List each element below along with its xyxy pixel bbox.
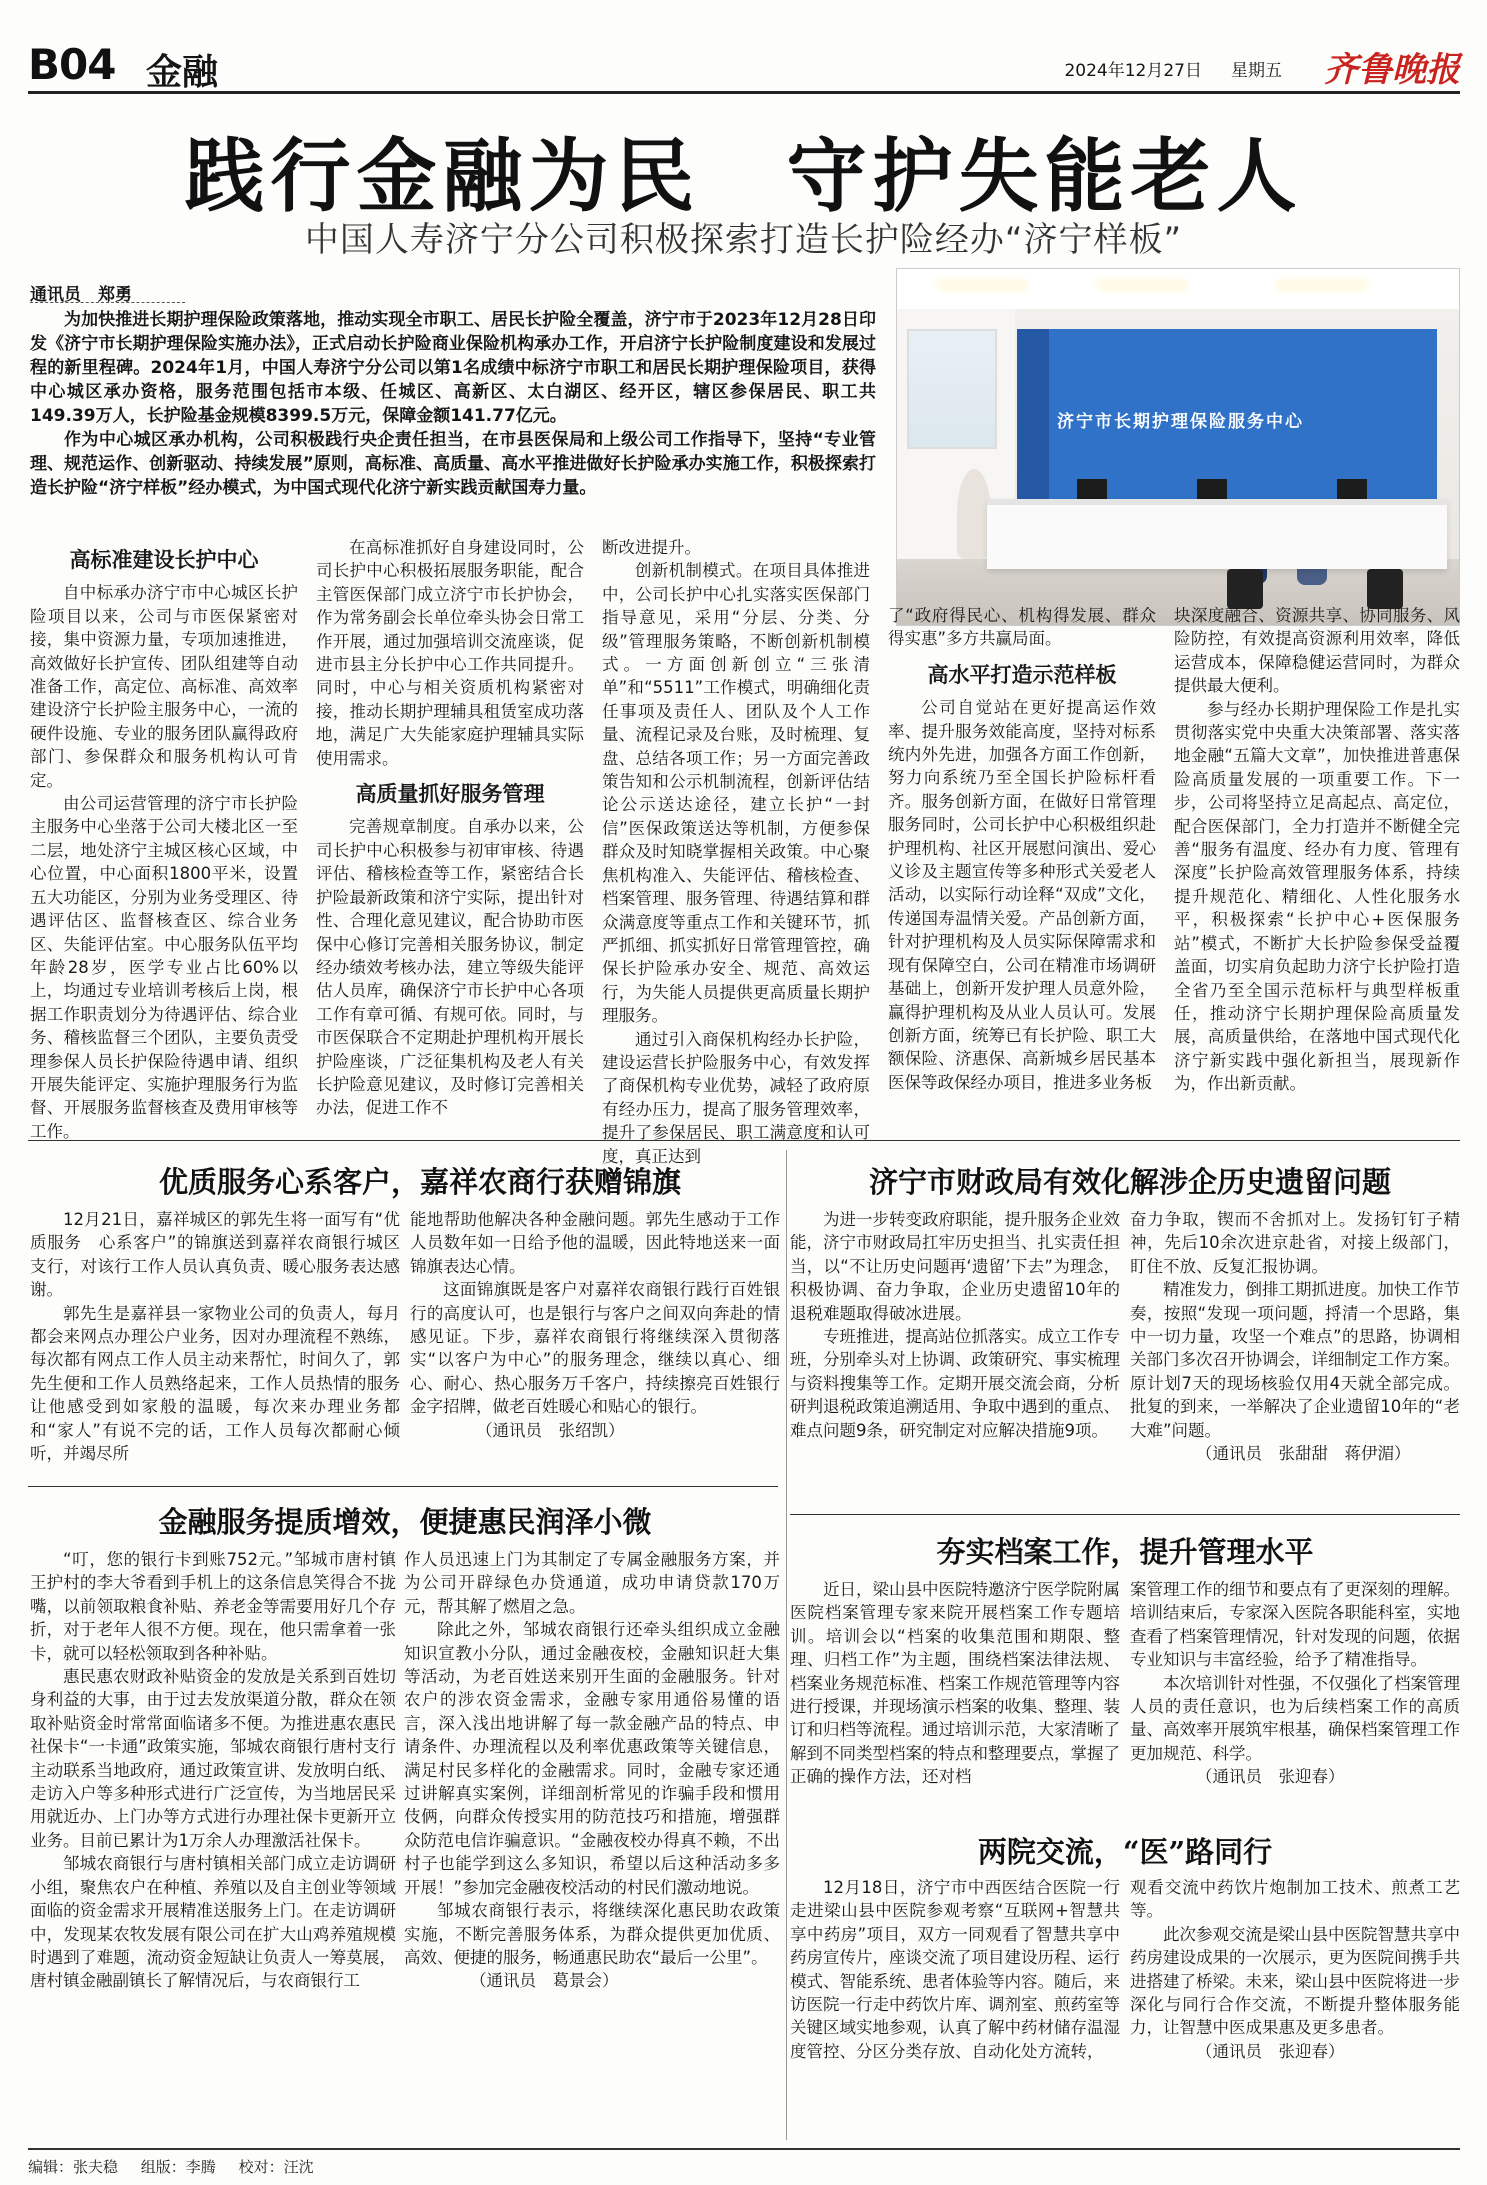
story-column	[790, 1876, 1120, 2063]
main-subheadline: 中国人寿济宁分公司积极探索打造长护险经办“济宁样板”	[304, 220, 1183, 260]
story-column	[404, 1548, 780, 1993]
article-paragraph: 了“政府得民心、机构得发展、群众得实惠”多方共赢局面。	[888, 606, 1156, 649]
photo-person	[957, 469, 991, 559]
article-paragraph: 作人员迅速上门为其制定了专属金融服务方案，并为公司开辟绿色办贷通道，成功申请贷款170万元，帮其解了燃眉之急。	[404, 1550, 780, 1616]
story-column	[1130, 1876, 1460, 2063]
article-paragraph: 能地帮助他解决各种金融问题。郭先生感动于工作人员数年如一日给予他的温暖，因此特地送来一面锦旗表达心情。	[410, 1210, 780, 1276]
photo-blue-wall	[1017, 329, 1437, 499]
article-paragraph: 为进一步转变政府职能，提升服务企业效能，济宁市财政局扛牢历史担当、扎实责任担当，以“不让历史问题再‘遗留’下去”为理念，积极协调、奋力争取，企业历史遗留10年的退税难题取得破冰进展。	[790, 1210, 1120, 1323]
photo-ceiling	[897, 269, 1459, 309]
article-paragraph: 在高标准抓好自身建设同时，公司长护中心积极拓展服务职能，配合主管医保部门成立济宁市长护协会，作为常务副会长单位牵头协会日常工作开展，通过加强培训交流座谈，促进市县主分长护中心工作共同提升。同时，中心与相关资质机构紧密对接，推动长期护理辅具租赁室成功落地，满足广大失能家庭护理辅具实际使用需求。	[316, 538, 584, 768]
section-divider	[28, 1486, 778, 1487]
wall-stripe	[1017, 329, 1049, 499]
main-story-column	[316, 536, 584, 1120]
article-paragraph: 精准发力，倒排工期抓进度。加快工作节奏，按照“发现一项问题，捋清一个思路，集中一切力量，攻坚一个难点”的思路，协调相关部门多次召开协调会，详细制定工作方案。原计划7天的现场核验仅用4天就全部完成。批复的到来，一举解决了企业遗留10年的“老大难”问题。	[1130, 1280, 1460, 1440]
story-column	[790, 1578, 1120, 1789]
article-paragraph: 近日，梁山县中医院特邀济宁医学院附属医院档案管理专家来院开展档案工作专题培训。培训会以“档案的收集范围和期限、整理、归档工作”为主题，围绕档案法律法规、档案业务规范标准、档案工作规范管理等内容进行授课，并现场演示档案的收集、整理、装订和归档等流程。通过培训示范，大家清晰了解到不同类型档案的特点和整理要点，掌握了正确的操作方法，还对档	[790, 1580, 1120, 1787]
column-subhead: 高质量抓好服务管理	[355, 781, 545, 807]
service-center-sign: 济宁市长期护理保险服务中心	[1057, 412, 1304, 432]
article-paragraph: 本次培训针对性强，不仅强化了档案管理人员的责任意识，也为后续档案工作的高质量、高效率开展筑牢根基，确保档案管理工作更加规范、科学。	[1130, 1673, 1460, 1763]
article-paragraph: 奋力争取，锲而不舍抓对上。发扬钉钉子精神，先后10余次进京赴省，对接上级部门，盯住不放、反复汇报协调。	[1130, 1210, 1460, 1276]
photo-monitor	[1077, 479, 1107, 501]
footer-layout: 组版：李腾	[140, 2158, 216, 2176]
newspaper-logo: 齐鲁晚报	[1324, 50, 1460, 90]
ceiling-light	[1277, 281, 1367, 289]
photo-chair	[1367, 569, 1403, 609]
article-paragraph: 断改进提升。	[602, 538, 701, 557]
story-column	[1130, 1208, 1460, 1465]
article-paragraph: 惠民惠农财政补贴资金的发放是关系到百姓切身利益的大事，由于过去发放渠道分散，群众在领取补贴资金时常常面临诸多不便。为推进惠农惠民社保卡“一卡通”政策实施，邹城农商银行唐村支行主动联系当地政府，通过政策宣讲、发放明白纸、走访入户等多种形式进行广泛宣传，为当地居民采用就近办、上门办等方式进行办理社保卡更新开立业务。目前已累计为1万余人办理激活社保卡。	[30, 1667, 396, 1850]
main-story-column	[888, 604, 1156, 1094]
ceiling-light	[937, 281, 1027, 289]
story-column	[30, 1548, 396, 1993]
article-paragraph: 观看交流中药饮片炮制加工技术、煎煮工艺等。	[1130, 1878, 1460, 1921]
ceiling-light	[1097, 281, 1187, 289]
story-title: 济宁市财政局有效化解涉企历史遗留问题	[868, 1165, 1391, 1199]
article-paragraph: 邹城农商银行与唐村镇相关部门成立走访调研小组，聚焦农户在种植、养殖以及自主创业等领域面临的资金需求开展精准送服务上门。在走访调研中，发现某农牧发展有限公司在扩大山鸡养殖规模时遇到了难题，流动资金短缺让负责人一筹莫展，唐村镇金融副镇长了解情况后，与农商银行工	[30, 1854, 396, 1991]
article-paragraph: 完善规章制度。自承办以来，公司长护中心积极参与初审审核、待遇评估、稽核检查等工作，紧密结合长护险最新政策和济宁实际，提出针对性、合理化意见建议，配合协助市医保中心修订完善相关服务协议，制定经办绩效考核办法，建立等级失能评估人员库，确保济宁市长护中心各项工作有章可循、有规可依。同时，与市医保联合不定期赴护理机构开展长护险座谈，广泛征集机构及老人有关长护险意见建议，及时修订完善相关办法，促进工作不	[316, 817, 584, 1118]
article-paragraph: 此次参观交流是梁山县中医院智慧共享中药房建设成果的一次展示，更为医院间携手共进搭建了桥梁。未来，梁山县中医院将进一步深化与同行合作交流，不断提升整体服务能力，让智慧中医成果惠及更多患者。	[1130, 1924, 1460, 2038]
publication-weekday: 星期五	[1231, 61, 1282, 81]
service-counter	[987, 499, 1447, 569]
article-paragraph: 案管理工作的细节和要点有了更深刻的理解。培训结束后，专家深入医院各职能科室，实地查看了档案管理情况，针对发现的问题，依据专业知识与丰富经验，给予了精准指导。	[1130, 1580, 1460, 1670]
publication-date: 2024年12月27日	[1064, 61, 1202, 81]
article-credit: （通讯员 张绍凯）	[476, 1420, 625, 1440]
main-story-column	[1174, 604, 1460, 1096]
article-paragraph: 块深度融合、资源共享、协同服务、风险防控，有效提高资源利用效率，降低运营成本，保障稳健运营同时，为群众提供最大便利。	[1174, 606, 1460, 696]
photo-monitor	[1337, 479, 1367, 501]
article-paragraph: 12月21日，嘉祥城区的郭先生将一面写有“优质服务 心系客户”的锦旗送到嘉祥农商银行城区支行，对该行工作人员认真负责、暖心服务表达感谢。	[30, 1210, 400, 1300]
main-byline: 通讯员 郑勇	[30, 285, 132, 305]
article-credit: （通讯员 张迎春）	[1196, 1767, 1345, 1787]
article-paragraph: 12月18日，济宁市中西医结合医院一行走进梁山县中医院参观考察“互联网+智慧共享中药房”项目，双方一同观看了智慧共享中药房宣传片，座谈交流了项目建设历程、运行模式、智能系统、患者体验等内容。随后，来访医院一行走中药饮片库、调剂室、煎药室等关键区域实地参观，认真了解中药材储存温湿度管控、分区分类存放、自动化处方流转，	[790, 1878, 1120, 2061]
article-paragraph: 这面锦旗既是客户对嘉祥农商银行践行百姓银行的高度认可，也是银行与客户之间双向奔赴的情感见证。下步，嘉祥农商银行将继续深入贯彻落实“以客户为中心”的服务理念，继续以真心、细心、耐心、热心服务万千客户，持续擦亮百姓银行金字招牌，做老百姓暖心和贴心的银行。	[410, 1280, 780, 1417]
story-title: 夯实档案工作，提升管理水平	[936, 1535, 1314, 1569]
main-headline: 践行金融为民 守护失能老人	[184, 129, 1303, 223]
article-credit: （通讯员 张甜甜 蒋伊湄）	[1196, 1444, 1411, 1464]
intro-paragraph: 作为中心城区承办机构，公司积极践行央企责任担当，在市县医保局和上级公司工作指导下，坚持“专业管理、规范运作、创新驱动、持续发展”原则，高标准、高质量、高水平推进做好长护险承办实施工作，积极探索打造长护险“济宁样板”经办模式，为中国式现代化济宁新实践贡献国寿力量。	[30, 430, 876, 498]
page-footer	[28, 2148, 1460, 2177]
service-center-photo	[896, 268, 1460, 626]
section-name: 金融	[146, 52, 219, 93]
article-paragraph: 参与经办长期护理保险工作是扎实贯彻落实党中央重大决策部署、落实落地金融“五篇大文章”，加快推进普惠保险高质量发展的一项重要工作。下一步，公司将坚持立足高起点、高定位，配合医保部门，全力打造并不断健全完善“服务有温度、经办有力度、管理有深度”长护险高效管理服务体系，持续提升规范化、精细化、人性化服务水平，积极探索“长护中心+医保服务站”模式，不断扩大长护险参保受益覆盖面，切实肩负起助力济宁长护险打造全省乃至全国示范标杆与典型样板重任，推动济宁长期护理保险高质量发展，高质量供给，在落地中国式现代化济宁新实践中强化新担当，展现新作为，作出新贡献。	[1174, 699, 1460, 1094]
main-story-column	[30, 536, 298, 1143]
article-paragraph: 邹城农商银行表示，将继续深化惠民助农政策实施，不断完善服务体系，为群众提供更加优质、高效、便捷的服务，畅通惠民助农“最后一公里”。	[404, 1901, 780, 1967]
section-divider	[28, 1140, 1460, 1141]
article-paragraph: 郭先生是嘉祥县一家物业公司的负责人，每月都会来网点办理公户业务，因对办理流程不熟练，每次都有网点工作人员主动来帮忙，时间久了，郭先生便和工作人员熟络起来，工作人员热情的服务让他感受到如家般的温暖，每次来办理业务都和“家人”有说不完的话，工作人员每次都耐心倾听，并竭尽所	[30, 1303, 400, 1464]
footer-editor: 编辑：张夫稳	[28, 2158, 119, 2176]
article-paragraph: 创新机制模式。在项目具体推进中，公司长护中心扎实落实医保部门指导意见，采用“分层、分类、分级”管理服务策略，不断创新机制模式。一方面创新创立“三张清单”和“5511”工作模式，明确细化责任事项及责任人、团队及个人工作量、流程记录及台账，及时梳理、复盘、总结各项工作；另一方面完善政策告知和公示机制流程，创新评估结论公示送达途径，建立长护“一封信”医保政策送达等机制，方便参保群众及时知晓掌握相关政策。中心聚焦机构准入、失能评估、稽核检查、档案管理、服务管理、待遇结算和群众满意度等重点工作和关键环节，抓严抓细、抓实抓好日常管理管控，确保长护险承办安全、规范、高效运行，为失能人员提供更高质量长期护理服务。	[602, 561, 870, 1026]
article-paragraph: 公司自觉站在更好提高运作效率、提升服务效能高度，坚持对标系统内外先进，加强各方面工作创新，努力向系统乃至全国长护险标杆看齐。服务创新方面，在做好日常管理服务同时，公司长护中心积极组织赴护理机构、社区开展慰问演出、爱心义诊及主题宣传等多种形式关爱老人活动，以实际行动诠释“双成”文化，传递国寿温情关爱。产品创新方面，针对护理机构及人员实际保障需求和现有保障空白，公司在精准市场调研基础上，创新开发护理人员意外险，赢得护理机构及从业人员认可。发展创新方面，统筹已有长护险、职工大额保险、济惠保、高新城乡居民基本医保等政保经办项目，推进多业务板	[888, 698, 1156, 1092]
article-paragraph: 专班推进，提高站位抓落实。成立工作专班，分别牵头对上协调、政策研究、事实梳理与资料搜集等工作。定期开展交流会商，分析研判退税政策追溯适用、争取中遇到的重点、难点问题9条，研究制定对应解决措施9项。	[790, 1327, 1120, 1440]
photo-chair	[1227, 569, 1263, 609]
article-paragraph: 通过引入商保机构经办长护险，建设运营长护险服务中心，有效发挥了商保机构专业优势，减轻了政府原有经办压力，提高了服务管理效率，提升了参保居民、职工满意度和认可度，真正达到	[602, 1029, 870, 1166]
main-story-column	[602, 536, 870, 1168]
article-credit: （通讯员 葛景会）	[470, 1971, 619, 1991]
story-column	[410, 1208, 780, 1442]
photo-window	[907, 329, 997, 449]
story-column	[790, 1208, 1120, 1442]
story-title: 优质服务心系客户，嘉祥农商行获赠锦旗	[158, 1165, 681, 1199]
article-paragraph: 自中标承办济宁市中心城区长护险项目以来，公司与市医保紧密对接，集中资源力量，专项加速推进，高效做好长护宣传、团队组建等自动准备工作，高定位、高标准、高效率建设济宁长护险主服务中心，一流的硬件设施、专业的服务团队赢得政府部门、参保群众和服务机构认可肯定。	[30, 583, 298, 790]
article-paragraph: 由公司运营管理的济宁市长护险主服务中心坐落于公司大楼北区一至二层，地处济宁主城区核心区域，中心位置，中心面积1800平米，设置五大功能区，分别为业务受理区、待遇评估区、监督核查区、综合业务区、失能评估室。中心服务队伍平均年龄28岁，医学专业占比60%以上，均通过专业培训考核后上岗，根据工作职责划分为待遇评估、综合业务、稽核监督三个团队，主要负责受理参保人员长护保险待遇申请、组织开展失能评定、实施护理服务行为监督、开展服务监督核查及费用审核等工作。	[30, 794, 298, 1141]
article-paragraph: “叮，您的银行卡到账752元。”邹城市唐村镇王护村的李大爷看到手机上的这条信息笑得合不拢嘴，以前领取粮食补贴、养老金等需要用好几个存折，对于老年人很不方便。现在，他只需拿着一张卡，就可以轻松领取到各种补贴。	[30, 1550, 396, 1663]
story-column	[1130, 1578, 1460, 1789]
byline-divider	[30, 302, 185, 303]
column-subhead: 高水平打造示范样板	[927, 661, 1117, 687]
article-paragraph: 除此之外，邹城农商银行还牵头组织成立金融知识宣教小分队，通过金融夜校，金融知识赶大集等活动，为老百姓送来别开生面的金融服务。针对农户的涉农资金需求，金融专家用通俗易懂的语言，深入浅出地讲解了每一款金融产品的特点、申请条件、办理流程以及利率优惠政策等关键信息，满足村民多样化的金融需求。同时，金融专家还通过讲解真实案例，详细剖析常见的诈骗手段和惯用伎俩，向群众传授实用的防范技巧和措施，增强群众防范电信诈骗意识。“金融夜校办得真不赖，不出村子也能学到这么多知识，希望以后这种活动多多开展！”参加完金融夜校活动的村民们激动地说。	[404, 1620, 780, 1897]
footer-proof: 校对：汪沈	[238, 2158, 314, 2176]
column-subhead: 高标准建设长护中心	[69, 547, 259, 572]
section-divider	[790, 1514, 1460, 1515]
column-divider	[786, 1150, 787, 2140]
story-title: 两院交流，“医”路同行	[977, 1835, 1273, 1869]
masthead	[28, 36, 1460, 94]
story-title: 金融服务提质增效，便捷惠民润泽小微	[158, 1505, 652, 1539]
main-intro	[30, 308, 876, 500]
intro-paragraph: 为加快推进长期护理保险政策落地，推动实现全市职工、居民长护险全覆盖，济宁市于2023年12月28日印发《济宁市长期护理保险实施办法》，正式启动长护险商业保险机构承办工作，开启济宁长护险制度建设和发展过程的新里程碑。2024年1月，中国人寿济宁分公司以第1名成绩中标济宁市职工和居民长期护理保险项目，获得中心城区承办资格，服务范围包括市本级、任城区、高新区、太白湖区、经开区，辖区参保居民、职工共149.39万人，长护险基金规模8399.5万元，保障金额141.77亿元。	[30, 310, 876, 426]
page-number: B04	[28, 40, 116, 89]
photo-monitor	[1197, 479, 1227, 501]
article-credit: （通讯员 张迎春）	[1196, 2041, 1345, 2061]
story-column	[30, 1208, 400, 1465]
